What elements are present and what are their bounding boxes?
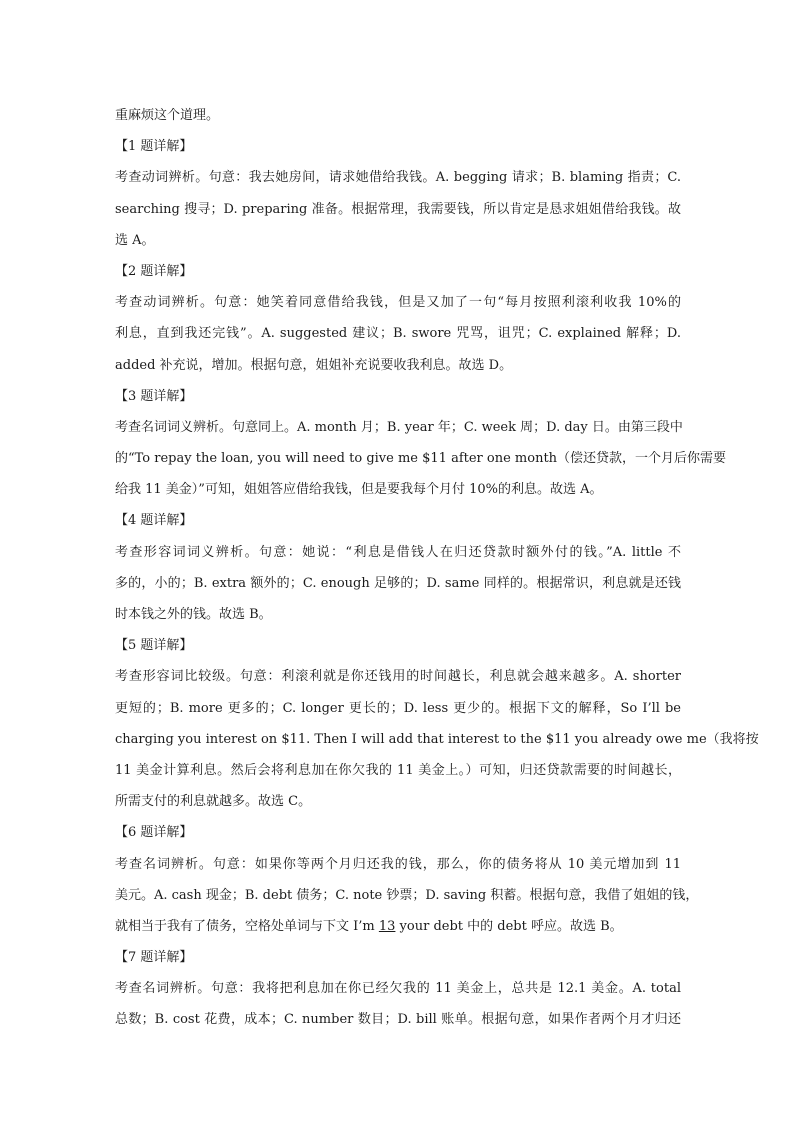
section-5-line: 考查形容词比较级。句意：利滚利就是你还钱用的时间越长，利息就会越来越多。A. shorter (115, 669, 681, 685)
section-2-line: 考查动词辨析。句意：她笑着同意借给我钱，但是又加了一句“每月按照利滚利收我 10%的 (115, 295, 681, 311)
section-5-heading: 【5 题详解】 (115, 638, 193, 654)
section-4-line: 考查形容词词义辨析。句意：她说：“利息是借钱人在归还贷款时额外付的钱。”A. little 不 (115, 544, 681, 560)
intro-text: 重麻烦这个道理。 (115, 108, 220, 123)
section-1-line: searching 搜寻；D. preparing 准备。根据常理，我需要钱，所以肯定是恳求姐姐借给我钱。故 (115, 201, 681, 217)
section-7-line: 考查名词辨析。句意：我将把利息加在你已经欠我的 11 美金上，总共是 12.1 美金。A. total (115, 981, 681, 997)
blank-line-after: your debt 中的 debt 呼应。故选 B。 (395, 918, 623, 934)
section-3-line: 给我 11 美金）”可知，姐姐答应借给我钱，但是要我每个月付 10%的利息。故选 A。 (115, 482, 603, 498)
section-7-heading: 【7 题详解】 (115, 950, 193, 966)
section-3-line: 的“To repay the loan, you will need to give me $11 after one month（偿还贷款，一个月后你需要 (115, 451, 727, 467)
section-1-line: 考查动词辨析。句意：我去她房间，请求她借给我钱。A. begging 请求；B. blaming 指责；C. (115, 170, 681, 186)
section-4-heading: 【4 题详解】 (115, 513, 193, 529)
section-3-heading: 【3 题详解】 (115, 388, 193, 404)
section-4-line: 多的，小的；B. extra 额外的；C. enough 足够的；D. same 同样的。根据常识，利息就是还钱 (115, 575, 681, 591)
section-7-line: 总数；B. cost 花费，成本；C. number 数目；D. bill 账单。根据句意，如果作者两个月才归还 (115, 1012, 681, 1028)
blank-line-before: 就相当于我有了债务，空格处单词与下文 I’m (115, 918, 379, 934)
section-6-blank-line (115, 911, 681, 942)
section-1-line: 选 A。 (115, 232, 155, 248)
section-4-line: 时本钱之外的钱。故选 B。 (115, 607, 272, 622)
section-2-line: added 补充说，增加。根据句意，姐姐补充说要收我利息。故选 D。 (115, 357, 513, 373)
section-2-line: 利息，直到我还完钱”。A. suggested 建议；B. swore 咒骂，诅咒；C. explained 解释；D. (115, 326, 681, 342)
section-6-heading: 【6 题详解】 (115, 825, 193, 841)
section-1-heading: 【1 题详解】 (115, 139, 193, 155)
section-6-line: 考查名词辨析。句意：如果你等两个月归还我的钱，那么，你的债务将从 10 美元增加到 11 (115, 856, 681, 872)
section-5-line: charging you interest on $11. Then I will add that interest to the $11 you already owe me（我将按 (115, 731, 759, 747)
section-6-line: 美元。A. cash 现金；B. debt 债务；C. note 钞票；D. saving 积蓄。根据句意，我借了姐姐的钱， (115, 887, 699, 903)
section-3-line: 考查名词词义辨析。句意同上。A. month 月；B. year 年；C. week 周；D. day 日。由第三段中 (115, 419, 683, 435)
answer-blank: 13 (378, 918, 396, 934)
section-5-line: 更短的；B. more 更多的；C. longer 更长的；D. less 更少的。根据下文的解释，So I’ll be (115, 700, 681, 716)
section-5-line: 所需支付的利息就越多。故选 C。 (115, 794, 312, 810)
section-2-heading: 【2 题详解】 (115, 263, 193, 279)
section-5-line: 11 美金计算利息。然后会将利息加在你欠我的 11 美金上。）可知，归还贷款需要的时间越长， (115, 762, 681, 778)
document-body (115, 100, 759, 1036)
